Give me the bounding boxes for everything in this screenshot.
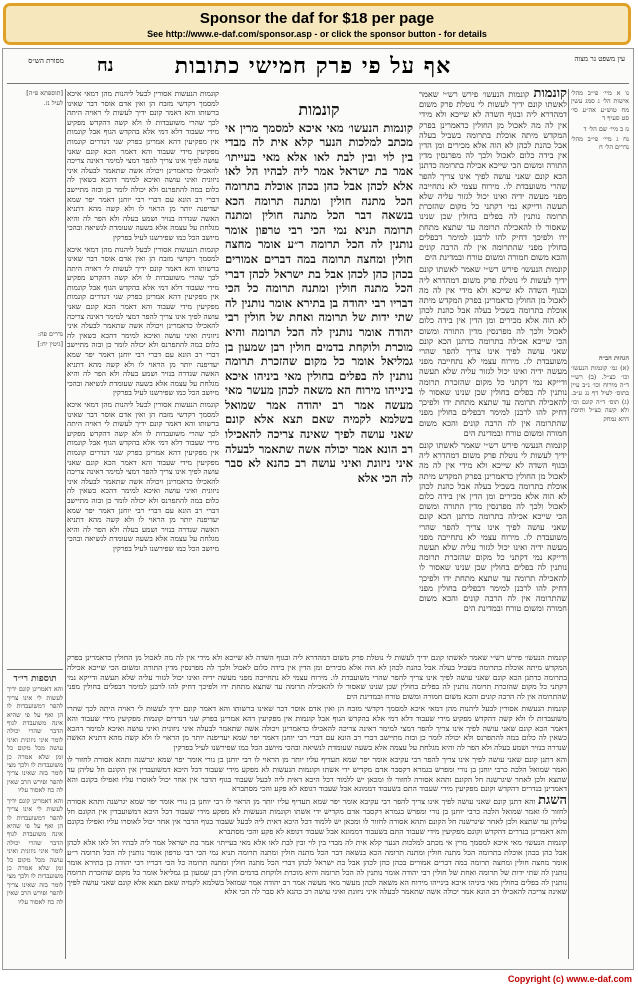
tosfot-text-cont: קונמות הנעשות אסורין לבעל ליהנות מהן דמאי איכא למסמך דקדשי מזבח הן ואין אדם אוסר דבר שאינו ברשותו והא דאמר קונם ידיך לעשות לי ראויה היתה לכך שהרי משועבדות לו ולא קשה דהקדש מפקיע מידי שעבוד דלא דמי אלא בהקדש הגוף אבל קונמות אין מפקיעין דהא אמרינן בפרק שני דנדרים קונמות מפקיעין מידי שעבוד והא דאמר הכא קונם שאני עושה לפיך אינו צריך להפר דמצי למימר דאינה צריכה להאכילו כדאמרינן ויכולה אשה שתאמר לבעלה איני ניזונית ואיני עושה ואיכא למימר דהכא כשאין לה כלום במה להתפרנס ולא יכולה לומר כן ובזה מתיישב דברי רב הונא עם דברי רבי יוחנן דאמר יפר שמא יעדיפנה יותר מן הראוי לו ולא קשה מהא דתניא האשה שנדרה בנזיר ושמע בעלה ולא הפר לה והיא מגלחת על עצמה אלא בשעה שעומדת לנשיאה ובהכי מיושב הכל כמו שפירשנו לעיל בפרקין bbox=[67, 244, 219, 398]
rashi-head: קונמות bbox=[533, 89, 567, 101]
sponsor-banner[interactable] bbox=[3, 3, 631, 45]
bottom-text-c: והא דתנן קונם שאני עושה לפיך אינו צריך להפר רבי עקיבא אומר יפר שמא תעדיף עליו יותר מן הראוי לו רבי יוחנן בן נורי אומר יפר שמא יגרשנה ותהא אסורה לחזור לו ואמר שמואל הלכה כרבי יוחנן בן נורי ומפרש בגמרא דקסבר אדם מקדיש ידי אשתו וקונמות הנעשות לא מפקע מידי שעבוד דכל היכא דמשועבדין אין הקונם חל עליהן עד שתצא ולכן לאחר שיגרשנה חל הקונם ותהא אסורה לחזור לו ומכאן יש ללמוד דכל היכא דאית ליה לבעל שעבוד בגוף הדבר אין אחר יכול לאוסרו עליו ואפילו בקונם והא דאמרינן בנדרים דהקדש וקונם מפקיעין מידי שעבוד התם בשעבוד דממונא אבל שעבוד דגופא לא פקע והכי מסתברא bbox=[67, 754, 567, 794]
hagahot-text: (א) גמ׳ קונמות הנעשו׳ וכו׳ כצ״ל. (ב) רש״י ד״ה מירוח וכו׳ נ״ב עיין בתוס׳ לעיל דף נג ע״ב. (ג) תוס׳ ד״ה קונם וכו׳ ולא קשה כצ״ל ותיבת דהא נמחק bbox=[571, 364, 629, 423]
ein-item: נח ג מיי׳ פי״ב מהל׳ נדרים הל׳ ח bbox=[571, 135, 629, 152]
talmud-page bbox=[2, 48, 634, 970]
gemara-head: קונמות bbox=[298, 103, 340, 119]
tosfot-text: קונמות הנעשות אסורין לבעל ליהנות מהן דמאי איכא למסמך דקדשי מזבח הן ואין אדם אוסר דבר שאינו ברשותו והא דאמר קונם ידיך לעשות לי ראויה היתה לכך שהרי משועבדות לו ולא קשה דהקדש מפקיע מידי שעבוד דלא דמי אלא בהקדש הגוף אבל קונמות אין מפקיעין דהא אמרינן בפרק שני דנדרים קונמות מפקיעין מידי שעבוד והא דאמר הכא קונם שאני עושה לפיך אינו צריך להפר דמצי למימר דאינה צריכה להאכילו כדאמרינן ויכולה אשה שתאמר לבעלה איני ניזונית ואיני עושה ואיכא למימר דהכא כשאין לה כלום במה להתפרנס ולא יכולה לומר כן ובזה מתיישב דברי רב הונא עם דברי רבי יוחנן דאמר יפר שמא יעדיפנה יותר מן הראוי לו ולא קשה מהא דתניא האשה שנדרה בנזיר ושמע בעלה ולא הפר לה והיא מגלחת על עצמה אלא בשעה שעומדת לנשיאה ובהכי מיושב הכל כמו שפירשנו לעיל בפרקין bbox=[67, 89, 219, 242]
bottom-text-b: קונמות הנעשות אסורין לבעל ליהנות מהן דמאי איכא למסמך דקדשי מזבח הן ואין אדם אוסר דבר שאינו ברשותו והא דאמר קונם ידיך לעשות לי ראויה היתה לכך שהרי משועבדות לו ולא קשה דהקדש מפקיע מידי שעבוד דלא דמי אלא בהקדש הגוף אבל קונמות אין מפקיעין דהא אמרינן בפרק שני דנדרים קונמות מפקיעין מידי שעבוד והא דאמר הכא קונם שאני עושה לפיך אינו צריך להפר דמצי למימר דאינה צריכה להאכילו כדאמרינן ויכולה אשה שתאמר לבעלה איני ניזונית ואיני עושה ואיכא למימר דהכא כשאין לה כלום במה להתפרנס ולא יכולה לומר כן ובזה מתיישב דברי רב הונא עם דברי רבי יוחנן דאמר יפר שמא יעדיפנה יותר מן הראוי לו ולא קשה מהא דתניא האשה שנדרה בנזיר ושמע בעלה ולא הפר לה והיא מגלחת על עצמה אלא בשעה שעומדת לנשיאה ובהכי מיושב הכל כמו שפירשנו לעיל בפרקין bbox=[67, 703, 567, 753]
bottom-text-a: קונמות הנעשו׳ פירש רש״י שאמר לאשתו קונם ידיך לעשות לי נוטלת פרק משום דמהדרא ליה ובגוף השדה לא שייכא ולא מידי אין לה מה לאכול מן החולין כדאמרינן בפרק המקדש מיתה אוכלת בתרומה בשביל בעלה אבל כהנת לכהן לא הוה אלא מכירים ומן הדין אין בידה כלום לאכול ולכך לה מפרנסין מדין התורה ומשום הכי שייכא אכילה בתרומה כדתנן הכא קונם שאני עושה לפיך אינו צריך להפר שהרי משועבדת לו. מירוח עצמי לא נתחייבה מפני מעשה ידיה ואינו יכול לגזור עליה שלא תעשה ודייקא נמי דקתני כל מקום שהזכרת תרומה נותנין לה בפלים בחולין שכן שנינו שאסור לו להאכילה תרומה עד שתצא מתחת ידו ולפיכך דחיק להו לרבנן למימר דבפלים בחולין מפני שהתרומה אין לה הרבה קונים והכא משום חמורה ומשום טורח ובמדינת הים bbox=[67, 653, 567, 702]
sponsor-subtitle[interactable]: See http://www.e-daf.com/sponsor.asp - or click the sponsor button - for details bbox=[147, 29, 487, 39]
ein-item: נז ב מיי׳ שם הל׳ ד bbox=[583, 124, 629, 133]
masoret-item: לעיל נז. bbox=[43, 99, 63, 108]
spacer bbox=[571, 154, 629, 354]
tosfot-rid-rule bbox=[7, 669, 63, 670]
tosfot-text-cont2: קונמות הנעשות אסורין לבעל ליהנות מהן דמאי איכא למסמך דקדשי מזבח הן ואין אדם אוסר דבר שאינו ברשותו והא דאמר קונם ידיך לעשות לי ראויה היתה לכך שהרי משועבדות לו ולא קשה דהקדש מפקיע מידי שעבוד דלא דמי אלא בהקדש הגוף אבל קונמות אין מפקיעין דהא אמרינן בפרק שני דנדרים קונמות מפקיעין מידי שעבוד והא דאמר הכא קונם שאני עושה לפיך אינו צריך להפר דמצי למימר דאינה צריכה להאכילו כדאמרינן ויכולה אשה שתאמר לבעלה איני ניזונית ואיני עושה ואיכא למימר דהכא כשאין לה כלום במה להתפרנס ולא יכולה לומר כן ובזה מתיישב דברי רב הונא עם דברי רבי יוחנן דאמר יפר שמא יעדיפנה יותר מן הראוי לו ולא קשה מהא דתניא האשה שנדרה בנזיר ושמע בעלה ולא הפר לה והיא מגלחת על עצמה אלא בשעה שעומדת לנשיאה ובהכי מיושב הכל כמו שפירשנו לעיל בפרקין bbox=[67, 400, 219, 553]
ein-mishpat-label: עין משפט נר מצוה bbox=[574, 55, 625, 63]
masoret-item: [גיטין יח:] bbox=[37, 340, 63, 349]
spacer bbox=[7, 110, 63, 330]
masoret-column bbox=[7, 89, 63, 669]
tosfot-rid-head: תוספות רי״ד bbox=[13, 675, 57, 684]
tosfot-column bbox=[67, 89, 219, 649]
gemara-column bbox=[225, 103, 413, 649]
masoret-item: [תוספתא פ״ה] bbox=[26, 89, 63, 97]
rashi-text-cont2: קונמות הנעשו׳ פירש רש״י שאמר לאשתו קונם ידיך לעשות לי נוטלת פרק משום דמהדרא ליה ובגוף השדה לא שייכא ולא מידי אין לה מה לאכול מן החולין כדאמרינן בפרק המקדש מיתה אוכלת בתרומה בשביל בעלה אבל כהנת לכהן לא הוה אלא מכירים ומן הדין אין בידה כלום לאכול ולכך לה מפרנסין מדין התורה ומשום הכי שייכא אכילה בתרומה כדתנן הכא קונם שאני עושה לפיך אינו צריך להפר שהרי משועבדת לו. מירוח עצמי לא נתחייבה מפני מעשה ידיה ואינו יכול לגזור עליה שלא תעשה ודייקא נמי דקתני כל מקום שהזכרת תרומה נותנין לה בפלים בחולין שכן שנינו שאסור לו להאכילה תרומה עד שתצא מתחת ידו ולפיכך דחיק להו לרבנן למימר דבפלים בחולין מפני שהתרומה אין לה הרבה קונים והכא משום חמורה ומשום טורח ובמדינת הים bbox=[419, 439, 567, 614]
bottom-text-e: קונמות הנעשו׳ מאי איכא למסמך מרין אי מכתב למלכות הנער קלא אית לה מבדי בין לוי ובין לבת לאו אלא מאי בעייתו׳ אמר בת ישראל אמר ליה לבהיו הל לאו אלא לכהן אבל כהן בכהן אוכלת בתרומה הכל מתנה חולין ומתנה תרומה הכא בנשאה דבר הכל מתנה חולין ומתנה תרומה תניא נמי הכי רבי טרפון אומר נותנין לה הכל תרומה ר״ע אומר מחצה חולין ומחצה תרומה במה דברים אמורים בכהן כהן לכהן אבל בת ישראל לכהן דברי הכל מתנה חולין ומתנה תרומה כל הכי דבריו רבי יהודה בן בתירא אומר נותנין לה שתי ידות של תרומה ואחת של חולין רבי יהודה אומר נותנין לה הכל תרומה והיא מוכרת ולוקחת בדמים חולין רבן שמעון בן גמליאל אומר כל מקום שהזכרת תרומה נותנין לה בפלים בחולין מאי ביניהו איכא בינייהו מירוח הא משאה לכהן מעשר מאי מעשה אמר רב יהודה אמר שמואל בשלמא לקמיה שאם תצא אלא קונם שאני עושה לפיך שאינה צריכה להאכילו רב הונא אמר יכולה אשה שתאמר לבעלה איני ניזונת ואיני עושה רב כהנא לא סבר לה הכי אלא bbox=[67, 838, 567, 897]
tosfot-rid-column bbox=[7, 675, 63, 925]
copyright-link[interactable]: Copyright (c) www.e-daf.com bbox=[507, 974, 632, 984]
hagahot-head: הגהות הב״ח bbox=[598, 353, 629, 362]
gemara-text: קונמות הנעשו׳ מאי איכא למסמך מרין אי מכתב למלכות הנער קלא אית לה מבדי בין לוי ובין לבת לאו אלא מאי בעייתו׳ אמר בת ישראל אמר ליה לבהיו הל לאו אלא לכהן אבל כהן בכהן אוכלת בתרומה הכל מתנה חולין ומתנה תרומה הכא בנשאה דבר הכל מתנה חולין ומתנה תרומה תניא נמי הכי רבי טרפון אומר נותנין לה הכל תרומה ר״ע אומר מחצה חולין ומחצה תרומה במה דברים אמורים בכהן כהן לכהן אבל בת ישראל לכהן דברי הכל מתנה חולין ומתנה תרומה כל הכי דבריו רבי יהודה בן בתירא אומר נותנין לה שתי ידות של תרומה ואחת של חולין רבי יהודה אומר נותנין לה הכל תרומה והיא מוכרת ולוקחת בדמים חולין רבן שמעון בן גמליאל אומר כל מקום שהזכרת תרומה נותנין לה בפלים בחולין מאי ביניהו איכא בינייהו מירוח הא משאה לכהן מעשר מאי מעשה אמר רב יהודה אמר שמואל בשלמא לקמיה שאם תצא אלא קונם שאני עושה לפיך שאינה צריכה להאכילו רב הונא אמר יכולה אשה שתאמר לבעלה איני ניזונת ואיני עושה רב כהנא לא סבר לה הכי אלא bbox=[225, 120, 413, 485]
ein-mishpat-column bbox=[571, 89, 629, 729]
rashi-text: קונמות הנעשו׳ פירש רש״י שאמר לאשתו קונם ידיך לעשות לי נוטלת פרק משום דמהדרא ליה ובגוף השדה לא שייכא ולא מידי אין לה מה לאכול מן החולין כדאמרינן בפרק המקדש מיתה אוכלת בתרומה בשביל בעלה אבל כהנת לכהן לא הוה אלא מכירים ומן הדין אין בידה כלום לאכול ולכך לה מפרנסין מדין התורה ומשום הכי שייכא אכילה בתרומה כדתנן הכא קונם שאני עושה לפיך אינו צריך להפר שהרי משועבדת לו. מירוח עצמי לא נתחייבה מפני מעשה ידיה ואינו יכול לגזור עליה שלא תעשה ודייקא נמי דקתני כל מקום שהזכרת תרומה נותנין לה בפלים בחולין שכן שנינו שאסור לו להאכילה תרומה עד שתצא מתחת ידו ולפיכך דחיק להו לרבנן למימר דבפלים בחולין מפני שהתרומה אין לה הרבה קונים והכא משום חמורה ומשום טורח ובמדינת הים bbox=[419, 89, 567, 263]
column-rule bbox=[65, 89, 66, 959]
bottom-commentary bbox=[67, 653, 567, 953]
page-header bbox=[7, 55, 629, 83]
column-rule bbox=[568, 89, 569, 959]
rashi-text-cont: קונמות הנעשו׳ פירש רש״י שאמר לאשתו קונם ידיך לעשות לי נוטלת פרק משום דמהדרא ליה ובגוף השדה לא שייכא ולא מידי אין לה מה לאכול מן החולין כדאמרינן בפרק המקדש מיתה אוכלת בתרומה בשביל בעלה אבל כהנת לכהן לא הוה אלא מכירים ומן הדין אין בידה כלום לאכול ולכך לה מפרנסין מדין התורה ומשום הכי שייכא אכילה בתרומה כדתנן הכא קונם שאני עושה לפיך אינו צריך להפר שהרי משועבדת לו. מירוח עצמי לא נתחייבה מפני מעשה ידיה ואינו יכול לגזור עליה שלא תעשה ודייקא נמי דקתני כל מקום שהזכרת תרומה נותנין לה בפלים בחולין שכן שנינו שאסור לו להאכילה תרומה עד שתצא מתחת ידו ולפיכך דחיק להו לרבנן למימר דבפלים בחולין מפני שהתרומה אין לה הרבה קונים והכא משום חמורה ומשום טורח ובמדינת הים bbox=[419, 264, 567, 438]
sponsor-title[interactable]: Sponsor the daf for $18 per page bbox=[199, 10, 435, 27]
header-rule bbox=[7, 83, 629, 84]
bottom-head: השגת bbox=[538, 793, 567, 809]
rashi-column bbox=[419, 89, 567, 649]
tosfot-rid-text-cont: והא דאמרינן קונם ידיך לעשות לי אינו צריך להפר דמשועבדות לו הן ואף על פי שהיא אינה משועבדת לגוף הדבר שהרי יכולה לומר איני ניזונית ואיני עושה מכל מקום כל זמן שלא אמרה כן משועבדות לו ולכך מצי לומר בזה שאינו צריך להפר ופירש הרב שאין לה כח לאסור עליו bbox=[7, 796, 63, 906]
tosfot-rid-text: והא דאמרינן קונם ידיך לעשות לי אינו צריך להפר דמשועבדות לו הן ואף על פי שהיא אינה משועבדת לגוף הדבר שהרי יכולה לומר איני ניזונית ואיני עושה מכל מקום כל זמן שלא אמרה כן משועבדות לו ולכך מצי לומר בזה שאינו צריך להפר ופירש הרב שאין לה כח לאסור עליו bbox=[7, 685, 63, 795]
page-title: אף על פי פרק חמישי כתובות bbox=[174, 53, 452, 79]
ein-item: נו א מיי׳ פי״ב מהל׳ אישות הל׳ ג סמג עשין מח טוש״ע אה״ע סי׳ סט סעיף ד bbox=[571, 89, 629, 123]
masoret-label: מסורת הש״ס bbox=[28, 57, 64, 65]
folio-number: נח bbox=[97, 55, 114, 76]
masoret-item: נדרים פה: bbox=[37, 329, 63, 338]
bottom-text-d: והא דתנן קונם שאני עושה לפיך אינו צריך להפר רבי עקיבא אומר יפר שמא תעדיף עליו יותר מן הראוי לו רבי יוחנן בן נורי אומר יפר שמא יגרשנה ותהא אסורה לחזור לו ואמר שמואל הלכה כרבי יוחנן בן נורי ומפרש בגמרא דקסבר אדם מקדיש ידי אשתו וקונמות הנעשות לא מפקע מידי שעבוד דכל היכא דמשועבדין אין הקונם חל עליהן עד שתצא ולכן לאחר שיגרשנה חל הקונם ותהא אסורה לחזור לו ומכאן יש ללמוד דכל היכא דאית ליה לבעל שעבוד בגוף הדבר אין אחר יכול לאוסרו עליו ואפילו בקונם והא דאמרינן בנדרים דהקדש וקונם מפקיעין מידי שעבוד התם בשעבוד דממונא אבל שעבוד דגופא לא פקע והכי מסתברא bbox=[67, 797, 567, 836]
